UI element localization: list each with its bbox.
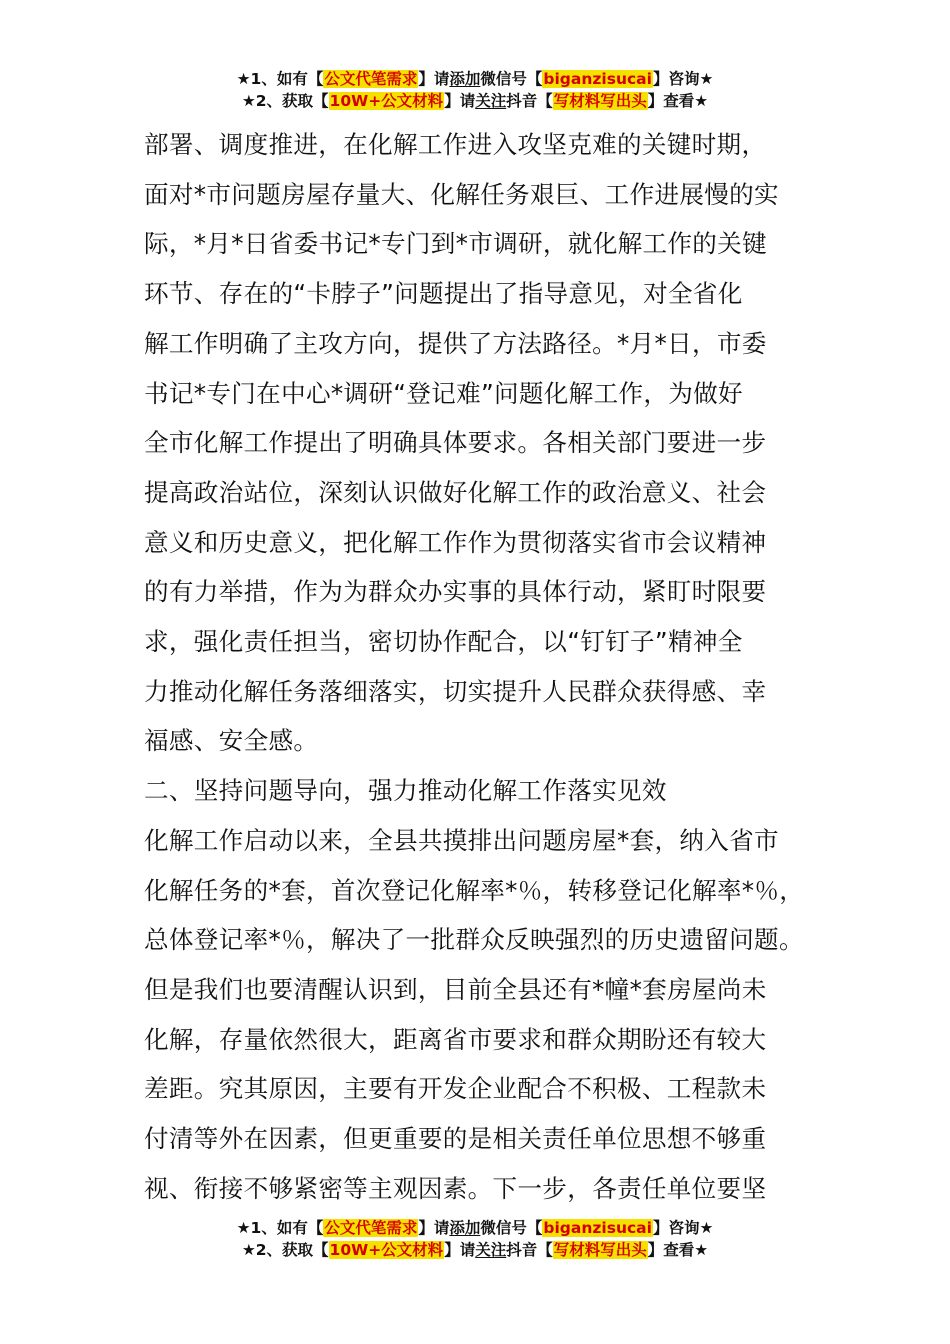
banner-highlight: 写材料写出头 [553,92,647,110]
banner-text: 微信号【 [480,1219,543,1237]
section-heading: 二、坚持问题导向，强力推动化解工作落实见效 [144,776,667,806]
header-banner [0,68,950,112]
banner-highlight: 10W+公文材料 [329,1241,444,1259]
banner-highlight: 10W+公文材料 [329,92,444,110]
banner-underline: 添加 [449,70,481,88]
text-line: 际，*月*日省委书记*专门到*市调研，就化解工作的关键 [144,229,767,259]
banner-text: 抖音【 [506,92,553,110]
text-line: 化解，存量依然很大，距离省市要求和群众期盼还有较大 [144,1024,767,1054]
text-line: 视、衔接不够紧密等主观因素。下一步，各责任单位要坚 [144,1173,767,1203]
text-line: 环节、存在的“卡脖子”问题提出了指导意见，对全省化 [144,279,743,309]
banner-text: 】请 [418,70,450,88]
text-line: 意义和历史意义，把化解工作作为贯彻落实省市会议精神 [144,527,767,557]
text-line: 差距。究其原因，主要有开发企业配合不积极、工程款未 [144,1074,767,1104]
text-line: 化解任务的*套，首次登记化解率*％，转移登记化解率*％， [144,875,805,905]
banner-text: 微信号【 [480,70,543,88]
text-line: 面对*市问题房屋存量大、化解任务艰巨、工作进展慢的实 [144,179,779,209]
banner-text: 】请 [418,1219,450,1237]
banner-underline: 关注 [475,1241,507,1259]
banner-text: ★2、获取【 [241,1241,329,1259]
banner-highlight: 写材料写出头 [553,1241,647,1259]
banner-highlight: 公文代笔需求 [324,70,418,88]
text-line: 的有力举措，作为为群众办实事的具体行动，紧盯时限要 [144,577,767,607]
banner-underline: 添加 [449,1219,481,1237]
text-line: 但是我们也要清醒认识到，目前全县还有*幢*套房屋尚未 [144,974,767,1004]
banner-line-1 [0,1217,950,1239]
banner-text: 抖音【 [506,1241,553,1259]
banner-text: 】查看★ [647,92,709,110]
text-line: 化解工作启动以来，全县共摸排出问题房屋*套，纳入省市 [144,825,779,855]
banner-text: ★2、获取【 [241,92,329,110]
text-line: 付清等外在因素，但更重要的是相关责任单位思想不够重 [144,1124,767,1154]
banner-highlight: biganzisucai [543,1219,652,1237]
banner-line-2 [0,90,950,112]
footer-banner [0,1217,950,1261]
banner-underline: 关注 [475,92,507,110]
text-line: 部署、调度推进，在化解工作进入攻坚克难的关键时期， [144,130,767,159]
text-line: 福感、安全感。 [144,726,319,756]
text-line: 解工作明确了主攻方向，提供了方法路径。*月*日，市委 [144,328,767,358]
text-line: 力推动化解任务落细落实，切实提升人民群众获得感、幸 [144,676,767,706]
banner-text: 】查看★ [647,1241,709,1259]
text-line: 全市化解工作提出了明确具体要求。各相关部门要进一步 [144,428,767,458]
banner-text: 】咨询★ [652,70,714,88]
banner-text: ★1、如有【 [236,1219,324,1237]
text-line: 书记*专门在中心*调研“登记难”问题化解工作，为做好 [144,378,743,408]
banner-line-1 [0,68,950,90]
banner-text: 】咨询★ [652,1219,714,1237]
banner-line-2 [0,1239,950,1261]
text-line: 提高政治站位，深刻认识做好化解工作的政治意义、社会 [144,477,767,507]
banner-highlight: 公文代笔需求 [324,1219,418,1237]
banner-text: 】请 [444,92,476,110]
banner-text: 】请 [444,1241,476,1259]
text-line: 求，强化责任担当，密切协作配合，以“钉钉子”精神全 [144,627,743,657]
document-body [144,120,834,1213]
text-line: 总体登记率*％，解决了一批群众反映强烈的历史遗留问题。 [144,925,804,955]
banner-text: ★1、如有【 [236,70,324,88]
banner-highlight: biganzisucai [543,70,652,88]
